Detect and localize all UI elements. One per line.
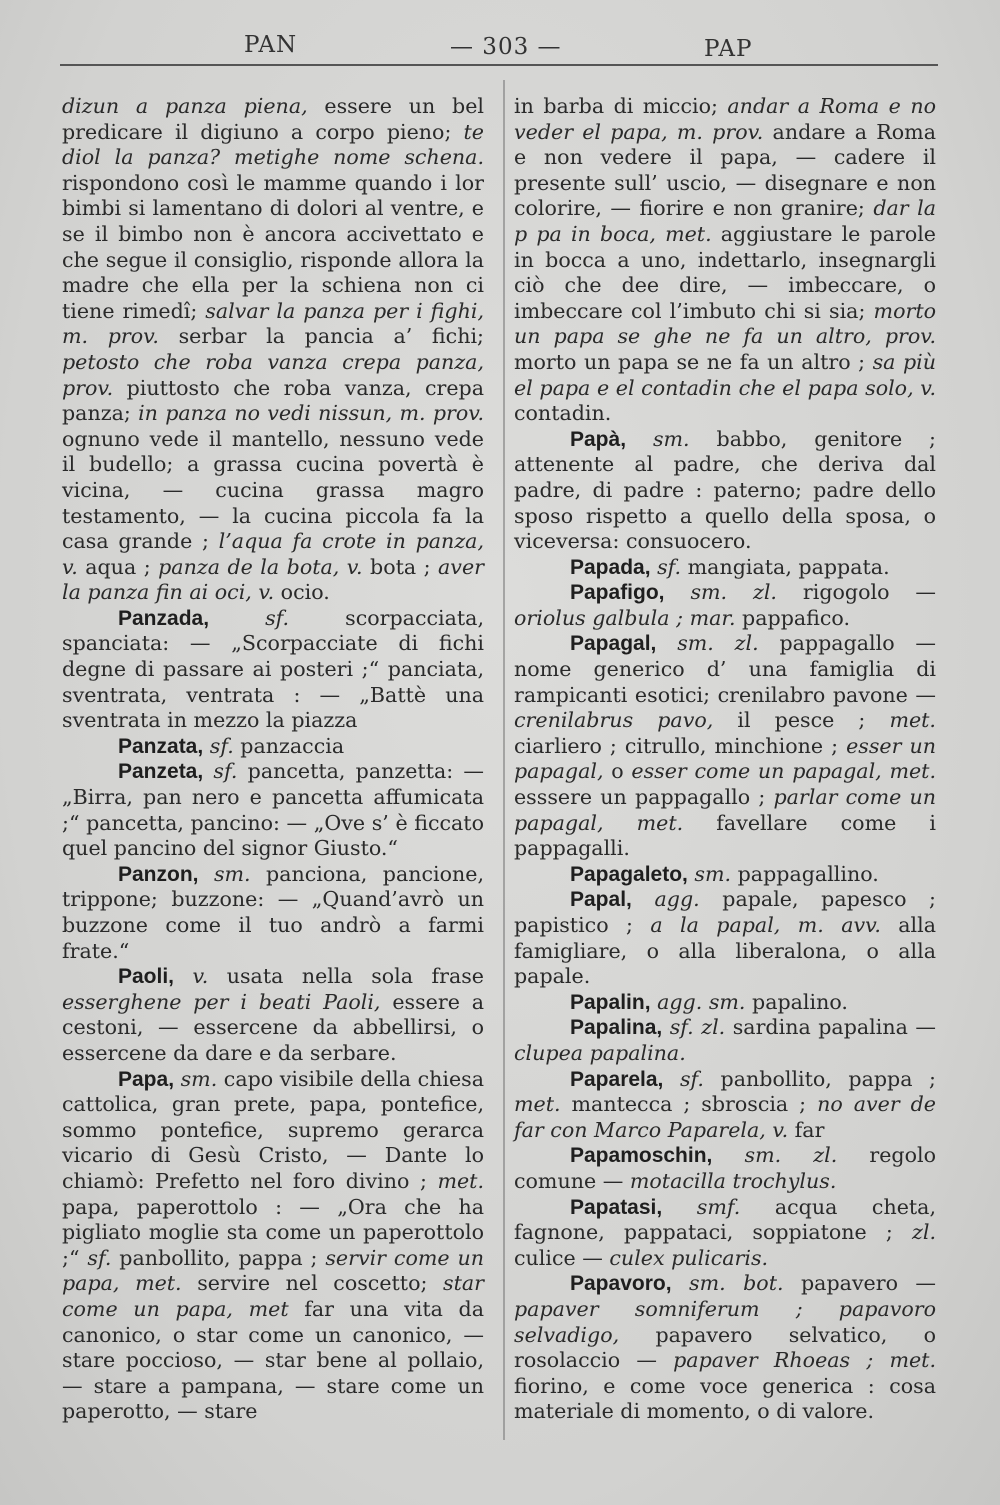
- italic-text: sm.: [213, 861, 251, 886]
- entry-headword: Papalina,: [570, 1016, 663, 1040]
- italic-text: petosto che roba vanza crepa panza, prov.: [62, 349, 484, 400]
- left-column: [62, 94, 484, 1425]
- italic-text: zl.: [912, 1220, 936, 1245]
- italic-text: sf.: [657, 554, 682, 579]
- italic-text: smf.: [696, 1194, 741, 1219]
- body-text: essere a cestoni, — essercene da abbellirsi, o essercene da dare e da serbare.: [62, 989, 485, 1065]
- dictionary-entry: [514, 580, 936, 631]
- body-text: bota ;: [362, 554, 439, 579]
- body-text: ciarliero ; citrullo, minchione ;: [514, 733, 847, 758]
- body-text: babbo, genitore ; attenente al padre, che deriva dal padre, di padre : paterno; padre dello sposo rispetto a quello della sposa, o viceversa: consuocero.: [514, 426, 936, 554]
- body-text: essere un bel predicare il digiuno a corpo pieno;: [62, 94, 484, 144]
- column-divider: [503, 80, 505, 1440]
- dictionary-entry: [62, 606, 484, 734]
- entry-headword: Panzada,: [118, 606, 210, 630]
- italic-text: papaver somniferum ; papavoro selvadigo,: [514, 1296, 936, 1347]
- italic-text: sa più el papa e el contadin che el papa solo, v.: [514, 349, 936, 400]
- body-text: esssere un pappagallo ;: [514, 785, 774, 810]
- body-text: aqua ;: [77, 554, 159, 579]
- italic-text: culex pulicaris.: [609, 1245, 769, 1270]
- body-text: panciona, pancione, trippone; buzzone: — „Quand’avrò un buzzone come il tuo andrò a farmi frate.“: [62, 861, 484, 963]
- body-text: alla famigliare, o alla liberalona, o alla papale.: [514, 913, 937, 989]
- dictionary-entry: [514, 1271, 936, 1425]
- body-text: far: [788, 1117, 825, 1142]
- entry-headword: Papà,: [570, 427, 627, 451]
- body-text: scorpacciata, spanciata: — „Scorpacciate di fichi degne di passare ai posteri ;“ panciata, sventrata, ventrata : — „Battè una sventrata in mezzo la piazza: [62, 605, 484, 733]
- italic-text: dar la p pa in boca, met.: [514, 196, 936, 246]
- body-text: aggiustare le parole in bocca a uno, indettarlo, insegnargli ciò che dee dire, — imbeccare, o imbeccare col l’imbuto chi si sia;: [514, 221, 936, 323]
- body-text: serbar la pancia a’ fichi;: [158, 324, 484, 349]
- dictionary-entry: [62, 1067, 484, 1425]
- entry-headword: Papavoro,: [570, 1272, 672, 1296]
- italic-text: met.: [514, 1092, 561, 1117]
- entry-headword: Papa,: [118, 1067, 175, 1091]
- body-text: usata nella sola frase: [208, 964, 484, 989]
- italic-text: dizun a panza piena,: [62, 94, 308, 118]
- body-text: ognuno vede il mantello, nessuno vede il budello; a grassa cucina povertà è vicina, — cucina grassa magro testamento, — la cucina piccola fa la casa grande ;: [62, 426, 484, 554]
- page-number: — 303 —: [450, 34, 562, 60]
- entry-headword: Papagaleto,: [570, 862, 688, 886]
- italic-text: aver la panza fin ai oci, v.: [62, 554, 484, 605]
- entry-headword: Panzon,: [118, 862, 199, 886]
- body-text: mantecca ; sbroscia ;: [560, 1092, 818, 1117]
- body-text: rispondono così le mamme quando i lor bimbi si lamentano di dolori al ventre, e se il bimbo non è ancora accivettato e che segue il consiglio, risponde allora la madre che ella per la schiena non ci tiene rimedî;: [62, 170, 484, 323]
- body-text: papale, papesco ; papistico ;: [514, 887, 937, 937]
- body-text: sardina papalina —: [725, 1015, 936, 1040]
- dictionary-entry: [62, 964, 484, 1066]
- dictionary-entry: [62, 759, 484, 861]
- italic-text: star come un papa, met: [62, 1271, 484, 1321]
- body-text: piuttosto che roba vanza, crepa panza;: [62, 375, 484, 426]
- italic-text: sm. zl.: [677, 631, 759, 656]
- italic-text: sm. zl.: [744, 1143, 838, 1168]
- italic-text: v.: [192, 964, 209, 989]
- header-rule: [60, 64, 938, 66]
- italic-text: met.: [437, 1168, 484, 1193]
- body-text: contadin.: [514, 401, 612, 426]
- dictionary-entry: [514, 555, 936, 581]
- entry-continuation: [62, 94, 484, 606]
- italic-text: met.: [889, 708, 936, 733]
- italic-text: in panza no vedi nissun, m. prov.: [138, 401, 484, 426]
- entry-headword: Panzata,: [118, 734, 204, 758]
- entry-headword: Papal,: [570, 888, 632, 912]
- body-text: papavero —: [783, 1271, 937, 1296]
- italic-text: sm. bot.: [689, 1271, 784, 1296]
- body-text: far una vita da canonico, o star come un canonico, — stare poccioso, — star bene al pollaio, — stare a pampana, — stare come un paperotto, — stare: [62, 1296, 484, 1424]
- body-text: favellare come i pappagalli.: [514, 810, 936, 861]
- italic-text: parlar come un papagal, met.: [514, 785, 937, 835]
- entry-headword: Paparela,: [570, 1067, 664, 1091]
- italic-text: esserghene per i beati Paoli,: [62, 989, 381, 1014]
- body-text: capo visibile della chiesa cattolica, gran prete, papa, pontefice, sommo pontefice, supremo gerarca vicario di Gesù Cristo, — Dante lo chiamò: Prefetto nel foro divino ;: [62, 1066, 485, 1193]
- dictionary-entry: [514, 990, 936, 1016]
- body-text: acqua cheta, fagnone, pappataci, soppiatone ;: [514, 1194, 936, 1245]
- italic-text: andar a Roma e no veder el papa, m. prov.: [514, 94, 936, 144]
- header-left-guideword: PAN: [244, 32, 298, 58]
- body-text: il pesce ;: [713, 708, 890, 733]
- entry-headword: Panzeta,: [118, 760, 204, 784]
- italic-text: clupea papalina.: [514, 1040, 686, 1065]
- italic-text: sf.: [209, 733, 234, 758]
- italic-text: crenilabrus pavo,: [514, 708, 714, 733]
- dictionary-entry: [514, 1015, 936, 1066]
- body-text: morto un papa se ne fa un altro ;: [514, 349, 873, 374]
- italic-text: servir come un papa, met.: [62, 1245, 484, 1296]
- body-text: culice —: [514, 1245, 610, 1270]
- dictionary-entry: [514, 887, 936, 989]
- dictionary-entry: [514, 427, 936, 555]
- entry-headword: Papalin,: [570, 990, 651, 1014]
- body-text: o: [603, 759, 632, 784]
- header-right-guideword: PAP: [704, 36, 753, 62]
- body-text: pancetta, panzetta: — „Birra, pan nero e pancetta affumicata ;“ pancetta, pancino: — „Ove s’ è ficcato quel pancino del signor Giusto.“: [62, 759, 484, 861]
- entry-headword: Papatasi,: [570, 1195, 663, 1219]
- dictionary-entry: [514, 862, 936, 888]
- italic-text: sm.: [180, 1066, 218, 1091]
- dictionary-entry: [514, 631, 936, 861]
- italic-text: morto un papa se ghe ne fa un altro, prov.: [514, 298, 936, 349]
- body-text: pappafico.: [735, 605, 851, 630]
- italic-text: esser come un papagal, met.: [631, 759, 936, 784]
- italic-text: a la papal, m. avv.: [650, 913, 881, 937]
- entry-headword: Paoli,: [118, 965, 175, 989]
- italic-text: te diol la panza? metighe nome schena.: [62, 119, 484, 170]
- body-text: mangiata, pappata.: [681, 554, 890, 579]
- italic-text: sm. zl.: [690, 580, 777, 605]
- dictionary-entry: [514, 1195, 936, 1272]
- italic-text: sf.: [679, 1066, 704, 1091]
- italic-text: sm.: [652, 426, 690, 451]
- italic-text: sf.: [265, 605, 290, 630]
- entry-continuation: [514, 94, 936, 427]
- italic-text: sf.: [87, 1245, 112, 1270]
- dictionary-entry: [514, 1067, 936, 1144]
- italic-text: motacilla trochylus.: [629, 1168, 837, 1193]
- body-text: panbollito, pappa ;: [703, 1066, 936, 1091]
- entry-headword: Papada,: [570, 555, 651, 579]
- dictionary-entry: [62, 734, 484, 760]
- italic-text: sm.: [694, 861, 732, 886]
- dictionary-entry: [62, 862, 484, 964]
- entry-headword: Papagal,: [570, 632, 657, 656]
- italic-text: l’aqua fa crote in panza, v.: [62, 529, 484, 579]
- italic-text: papaver Rhoeas ; met.: [673, 1348, 936, 1373]
- body-text: ocio.: [274, 580, 330, 605]
- body-text: papa, paperottolo : — „Ora che ha pigliato moglie sta come un paperottolo ;“: [62, 1194, 484, 1270]
- entry-headword: Papamoschin,: [570, 1144, 713, 1168]
- entry-headword: Papafigo,: [570, 581, 665, 605]
- running-header: [0, 22, 1000, 74]
- dictionary-entry: [514, 1143, 936, 1194]
- body-text: in barba di miccio;: [514, 94, 728, 118]
- italic-text: sf.: [213, 759, 238, 784]
- body-text: servire nel coscetto;: [181, 1271, 444, 1296]
- italic-text: no aver de far con Marco Paparela, v.: [514, 1092, 936, 1142]
- body-text: papavero selvatico, o rosolaccio —: [514, 1322, 936, 1373]
- italic-text: esser un papagal,: [514, 733, 937, 784]
- body-text: pappagallino.: [731, 861, 879, 886]
- body-text: pappagallo — nome generico d’ una famiglia di rampicanti esotici; crenilabro pavone —: [514, 631, 937, 707]
- body-text: andare a Roma e non vedere il papa, — cadere il presente sull’ uscio, — disegnare e non colorire, — fiorire e non granire;: [514, 119, 936, 221]
- body-text: panbollito, pappa ;: [111, 1245, 326, 1270]
- body-text: panzaccia: [233, 733, 345, 758]
- italic-text: agg. sm.: [657, 989, 746, 1014]
- body-text: rigogolo —: [776, 580, 936, 605]
- right-column: [514, 94, 936, 1425]
- body-text: papalino.: [745, 989, 848, 1014]
- italic-text: sf. zl.: [669, 1015, 726, 1040]
- italic-text: oriolus galbula ; mar.: [514, 605, 736, 630]
- italic-text: agg.: [654, 887, 700, 912]
- body-text: fiorino, e come voce generica : cosa materiale di momento, o di valore.: [514, 1373, 936, 1424]
- italic-text: salvar la panza per i fighi, m. prov.: [62, 298, 484, 349]
- body-text: regolo comune —: [514, 1143, 936, 1193]
- italic-text: panza de la bota, v.: [158, 554, 363, 579]
